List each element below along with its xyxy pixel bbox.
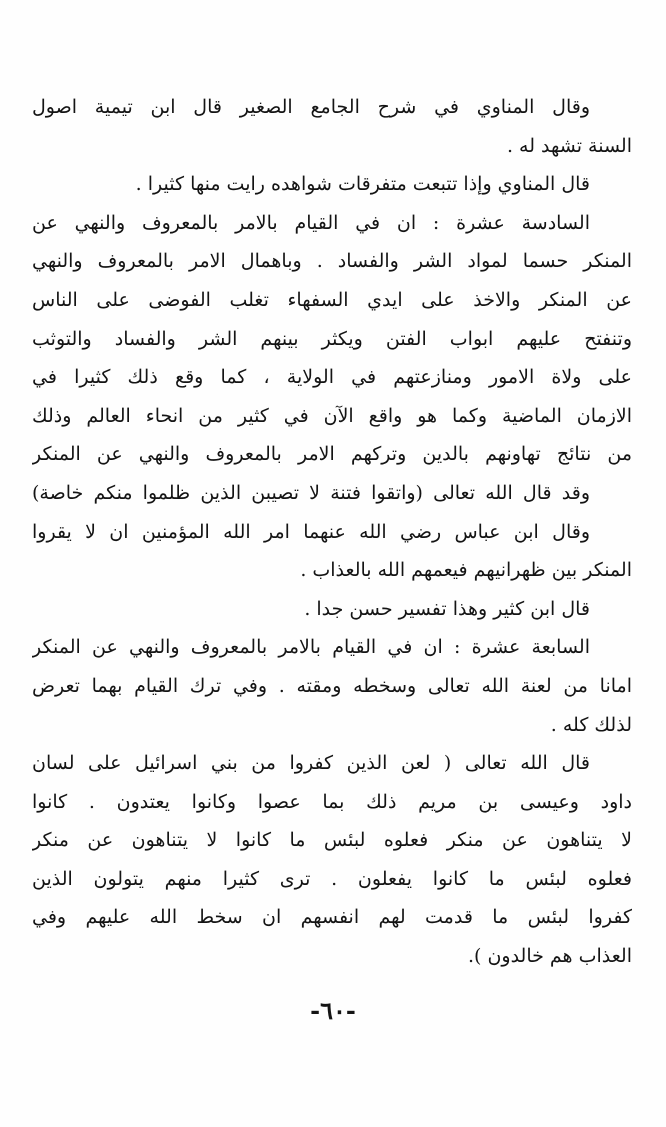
text-line: فعلوه لبئس ما كانوا يفعلون . ترى كثيرا منهم يتولون الذين (32, 867, 632, 890)
text-line: على ولاة الامور ومنازعتهم في الولاية ، كما وقع ذلك كثيرا في (32, 366, 632, 389)
text-line: وقال ابن عباس رضي الله عنهما امر الله المؤمنين ان لا يقروا (32, 520, 590, 543)
text-line: السنة تشهد له . (506, 134, 632, 157)
text-line: عن المنكر والاخذ على ايدي السفهاء تغلب الفوضى على الناس (32, 288, 632, 311)
page-number: -٦٠- (310, 996, 356, 1025)
text-line: امانا من لعنة الله تعالى وسخطه ومقته . وفي ترك القيام بهما تعرض (32, 674, 632, 697)
text-line: الازمان الماضية وكما هو واقع الآن في كثير من انحاء العالم وذلك (32, 404, 632, 427)
text-line: قال ابن كثير وهذا تفسير حسن جدا . (304, 597, 590, 620)
text-line: لذلك كله . (550, 713, 632, 736)
text-line: المنكر حسما لمواد الشر والفساد . وباهمال الامر بالمعروف والنهي (32, 250, 632, 273)
text-line: العذاب هم خالدون ). (467, 945, 632, 968)
text-line: داود وعيسى بن مريم ذلك بما عصوا وكانوا يعتدون . كانوا (32, 790, 632, 813)
text-line: السادسة عشرة : ان في القيام بالامر بالمعروف والنهي عن (32, 211, 590, 234)
text-line: لا يتناهون عن منكر فعلوه لبئس ما كانوا لا يتناهون عن منكر (32, 829, 632, 852)
text-line: وقد قال الله تعالى (واتقوا فتنة لا تصيبن الذين ظلموا منكم خاصة) (32, 481, 590, 504)
text-line: السابعة عشرة : ان في القيام بالامر بالمعروف والنهي عن المنكر (32, 636, 590, 659)
text-line: قال المناوي وإذا تتبعت متفرقات شواهده رايت منها كثيرا . (135, 173, 590, 196)
text-line: المنكر بين ظهرانيهم فيعمهم الله بالعذاب . (300, 559, 632, 582)
text-line: من نتائج تهاونهم بالدين وتركهم الامر بالمعروف والنهي عن المنكر (32, 443, 632, 466)
text-line: وتنفتح عليهم ابواب الفتن ويكثر بينهم الشر والفساد والتوثب (32, 327, 632, 350)
text-line: وقال المناوي في شرح الجامع الصغير قال ابن تيمية اصول (32, 96, 590, 118)
text-line: قال الله تعالى ( لعن الذين كفروا من بني اسرائيل على لسان (32, 752, 590, 775)
text-line: كفروا لبئس ما قدمت لهم انفسهم ان سخط الله عليهم وفي (32, 906, 632, 929)
body-text (32, 88, 632, 976)
